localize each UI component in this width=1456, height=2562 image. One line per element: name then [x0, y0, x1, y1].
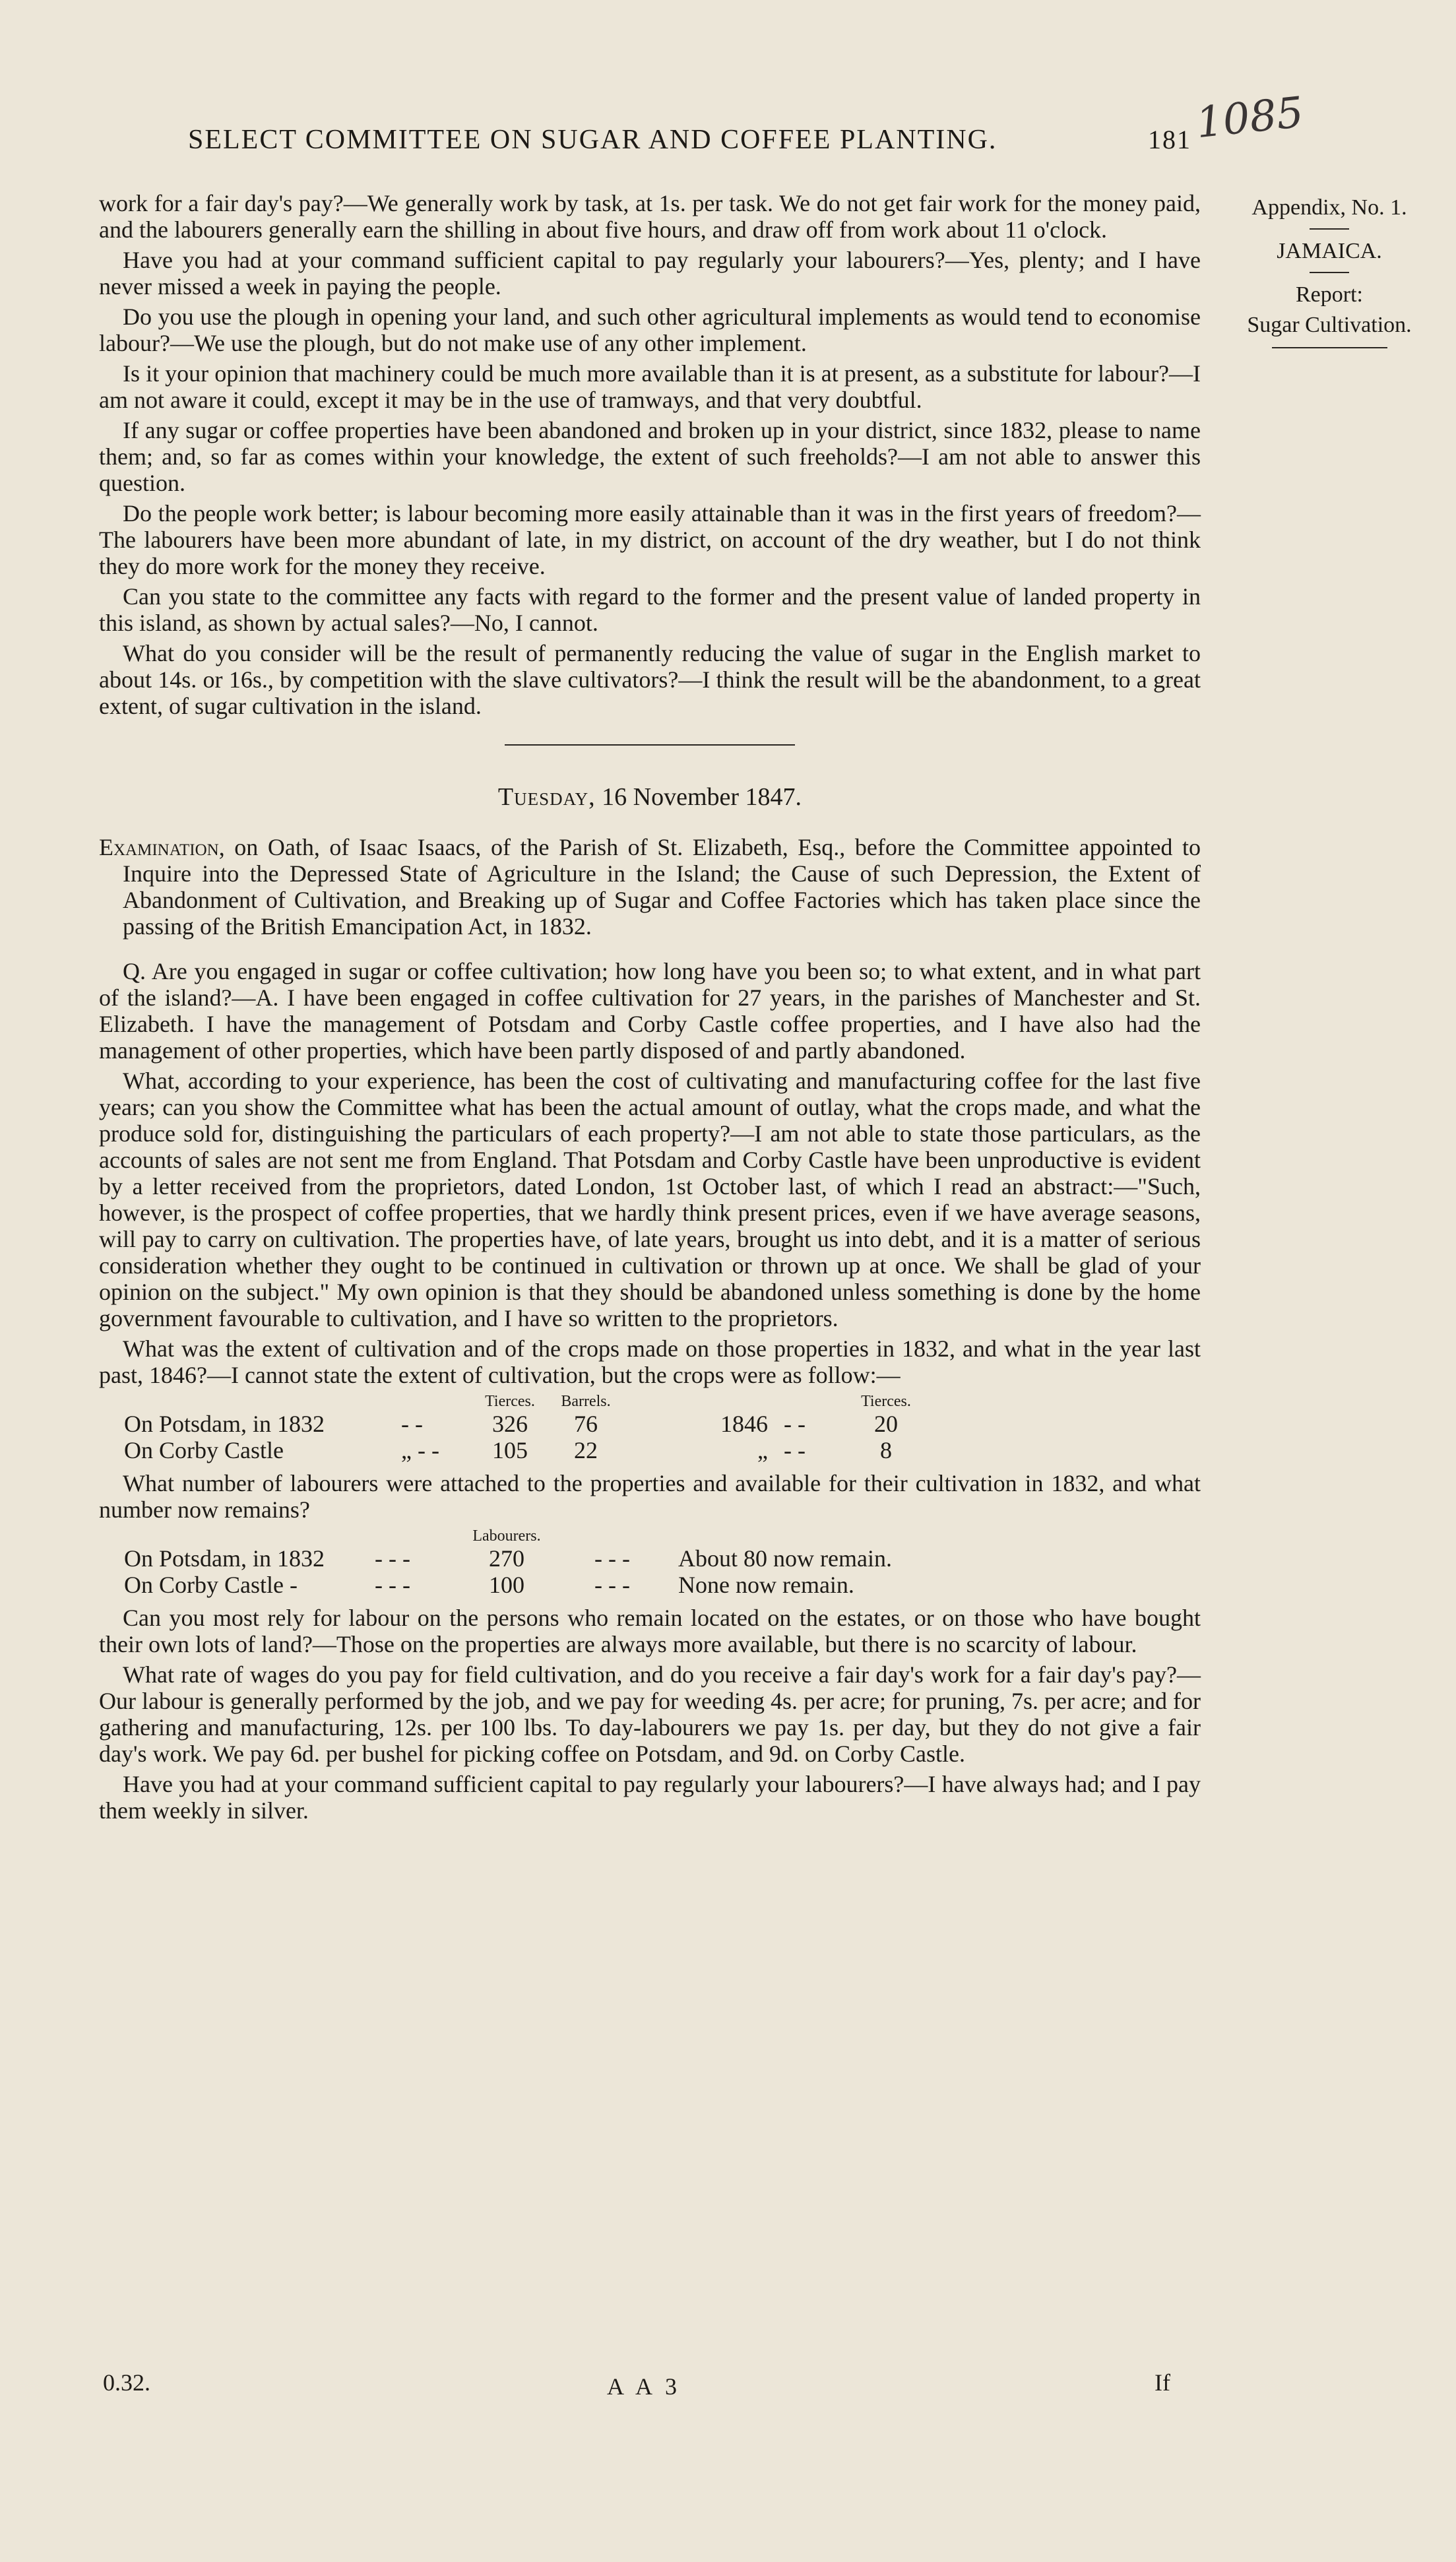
paragraph: Have you had at your command sufficient capital to pay regularly your labourers?—I have always had; and I pay them weekly in silver.: [99, 1771, 1201, 1824]
table-cell: 270: [489, 1545, 524, 1572]
page-number: 181: [1148, 125, 1191, 154]
date-rest: 16 November 1847.: [602, 783, 802, 811]
crops-table: [124, 1392, 916, 1463]
table-header: Tierces.: [485, 1393, 535, 1410]
margin-subject: Sugar Cultivation.: [1247, 313, 1412, 337]
margin-appendix: Appendix, No. 1.: [1251, 195, 1407, 220]
paragraph: What, according to your experience, has been the cost of cultivating and manufacturing coffee for the last five years; can you show the Committee what has been the actual amount of outlay, what the crops made, and what the produce sold for, distinguishing the particulars of each property?—I am not able to state those particulars, as the accounts of sales are not sent me from England. That Potsdam and Corby Castle have been unproductive is evident by a letter received from the proprietors, dated London, 1st October last, of which I read an abstract:—"Such, however, is the prospect of coffee properties, that we hardly think present prices, even if we have average seasons, will pay to carry on cultivation. The properties have, of late years, brought us into debt, and it is a matter of serious consideration whether they ought to be continued in cultivation or thrown up at once. We shall be glad of your opinion on the subject." My own opinion is that they should be abandoned unless something is done by the home government favourable to cultivation, and I have so written to the proprietors.: [99, 1068, 1201, 1331]
table-cell: 76: [574, 1411, 598, 1437]
margin-place: JAMAICA.: [1277, 239, 1382, 263]
table-cell: On Potsdam, in 1832: [124, 1411, 325, 1437]
table-cell: On Potsdam, in 1832: [124, 1545, 325, 1572]
table-header-row: [124, 1392, 916, 1411]
table-row: [124, 1437, 916, 1463]
table-header: Labourers.: [472, 1527, 541, 1545]
footer-reference: 0.32.: [103, 2369, 150, 2396]
handwritten-page-number: 1085: [1193, 88, 1306, 148]
paragraph: What do you consider will be the result of permanently reducing the value of sugar in the English market to about 14s. or 16s., by competition with the slave cultivators?—I think the result will be the abandonment, to a great extent, of sugar cultivation in the island.: [99, 640, 1201, 719]
table-cell: 326: [492, 1411, 528, 1437]
table-cell: 8: [880, 1437, 892, 1463]
table-cell: - -: [784, 1437, 806, 1463]
table-cell: 105: [492, 1437, 528, 1463]
running-title: SELECT COMMITTEE ON SUGAR AND COFFEE PLANTING.: [188, 125, 997, 155]
paragraph: Is it your opinion that machinery could be much more available than it is at present, as a substitute for labour?—I am not aware it could, except it may be in the use of tramways, and that very doubtful.: [99, 360, 1201, 413]
table-cell: 20: [874, 1411, 898, 1437]
paragraph: If any sugar or coffee properties have been abandoned and broken up in your district, since 1832, please to name them; and, so far as comes within your knowledge, the extent of such freeholds?—I am not able to answer this question.: [99, 417, 1201, 496]
table-row: [124, 1572, 892, 1598]
table-cell: 1846: [720, 1411, 768, 1437]
table-cell: On Corby Castle -: [124, 1572, 298, 1598]
table-cell: - - -: [594, 1545, 630, 1572]
section-divider: [505, 744, 795, 746]
paragraph: work for a fair day's pay?—We generally work by task, at 1s. per task. We do not get fair work for the money paid, and the labourers generally earn the shilling in about five hours, and draw off from work about 11 o'clock.: [99, 190, 1201, 243]
table-cell: - -: [784, 1411, 806, 1437]
margin-rule-long: [1272, 347, 1387, 348]
table-cell: 100: [489, 1572, 524, 1598]
labour-table: [124, 1527, 892, 1598]
paragraph: Do you use the plough in opening your land, and such other agricultural implements as would tend to economise labour?—We use the plough, but do not make use of any other implement.: [99, 304, 1201, 356]
table-row: [124, 1411, 916, 1437]
table-cell: - - -: [375, 1545, 410, 1572]
paragraph: Have you had at your command sufficient capital to pay regularly your labourers?—Yes, plenty; and I have never missed a week in paying the people.: [99, 247, 1201, 300]
session-date: [99, 784, 1201, 810]
date-day: Tuesday,: [497, 783, 596, 811]
examination-lead: Examination,: [99, 834, 225, 860]
footer-signature: A A 3: [607, 2373, 681, 2400]
paragraph: Do the people work better; is labour becoming more easily attainable than it was in the first years of freedom?—The labourers have been more abundant of late, in my district, on account of the dry weather, but I do not think they do more work for the money they receive.: [99, 500, 1201, 579]
paragraph: Can you most rely for labour on the persons who remain located on the estates, or on those who have bought their own lots of land?—Those on the properties are always more available, but there is no scarcity of labour.: [99, 1605, 1201, 1657]
table-cell: On Corby Castle: [124, 1437, 284, 1463]
page-body: [99, 190, 1201, 1828]
table-cell: - -: [401, 1411, 423, 1437]
margin-rule: [1310, 272, 1349, 273]
margin-report: Report:: [1296, 282, 1363, 307]
margin-note: [1220, 193, 1438, 348]
examination-text: on Oath, of Isaac Isaacs, of the Parish of St. Elizabeth, Esq., before the Committee appointed to Inquire into the Depressed State of Agriculture in the Island; the Cause of such Depression, the Extent of Abandonment of Cultivation, and Breaking up of Sugar and Coffee Factories which has taken place since the passing of the British Emancipation Act, in 1832.: [123, 834, 1201, 940]
table-cell: „ - -: [401, 1437, 439, 1463]
paragraph: Q. Are you engaged in sugar or coffee cultivation; how long have you been so; to what extent, and in what part of the island?—A. I have been engaged in coffee cultivation for 27 years, in the parishes of Manchester and St. Elizabeth. I have the management of Potsdam and Corby Castle coffee properties, and I have also had the management of other properties, which have been partly disposed of and partly abandoned.: [99, 958, 1201, 1064]
table-cell: About 80 now remain.: [678, 1545, 892, 1572]
table-cell: None now remain.: [678, 1572, 854, 1598]
table-cell: - - -: [375, 1572, 410, 1598]
table-header-row: [124, 1527, 892, 1545]
paragraph: What was the extent of cultivation and of the crops made on those properties in 1832, and what in the year last past, 1846?—I cannot state the extent of cultivation, but the crops were as follow:—: [99, 1335, 1201, 1388]
paragraph: Can you state to the committee any facts with regard to the former and the present value of landed property in this island, as shown by actual sales?—No, I cannot.: [99, 583, 1201, 636]
margin-rule: [1310, 228, 1349, 230]
examination-heading: [99, 834, 1201, 940]
table-row: [124, 1545, 892, 1572]
paragraph: What number of labourers were attached to the properties and available for their cultivation in 1832, and what number now remains?: [99, 1470, 1201, 1523]
table-cell: „: [757, 1437, 768, 1463]
table-cell: 22: [574, 1437, 598, 1463]
table-cell: - - -: [594, 1572, 630, 1598]
table-header: Tierces.: [861, 1393, 911, 1410]
table-header: Barrels.: [561, 1393, 611, 1410]
footer-catchword: If: [1155, 2369, 1170, 2396]
paragraph: What rate of wages do you pay for field cultivation, and do you receive a fair day's work for a fair day's pay?—Our labour is generally performed by the job, and we pay for weeding 4s. per acre; for pruning, 7s. per acre; and for gathering and manufacturing, 12s. per 100 lbs. To day-labourers we pay 1s. per day, but they do not give a fair day's work. We pay 6d. per bushel for picking coffee on Potsdam, and 9d. on Corby Castle.: [99, 1661, 1201, 1767]
